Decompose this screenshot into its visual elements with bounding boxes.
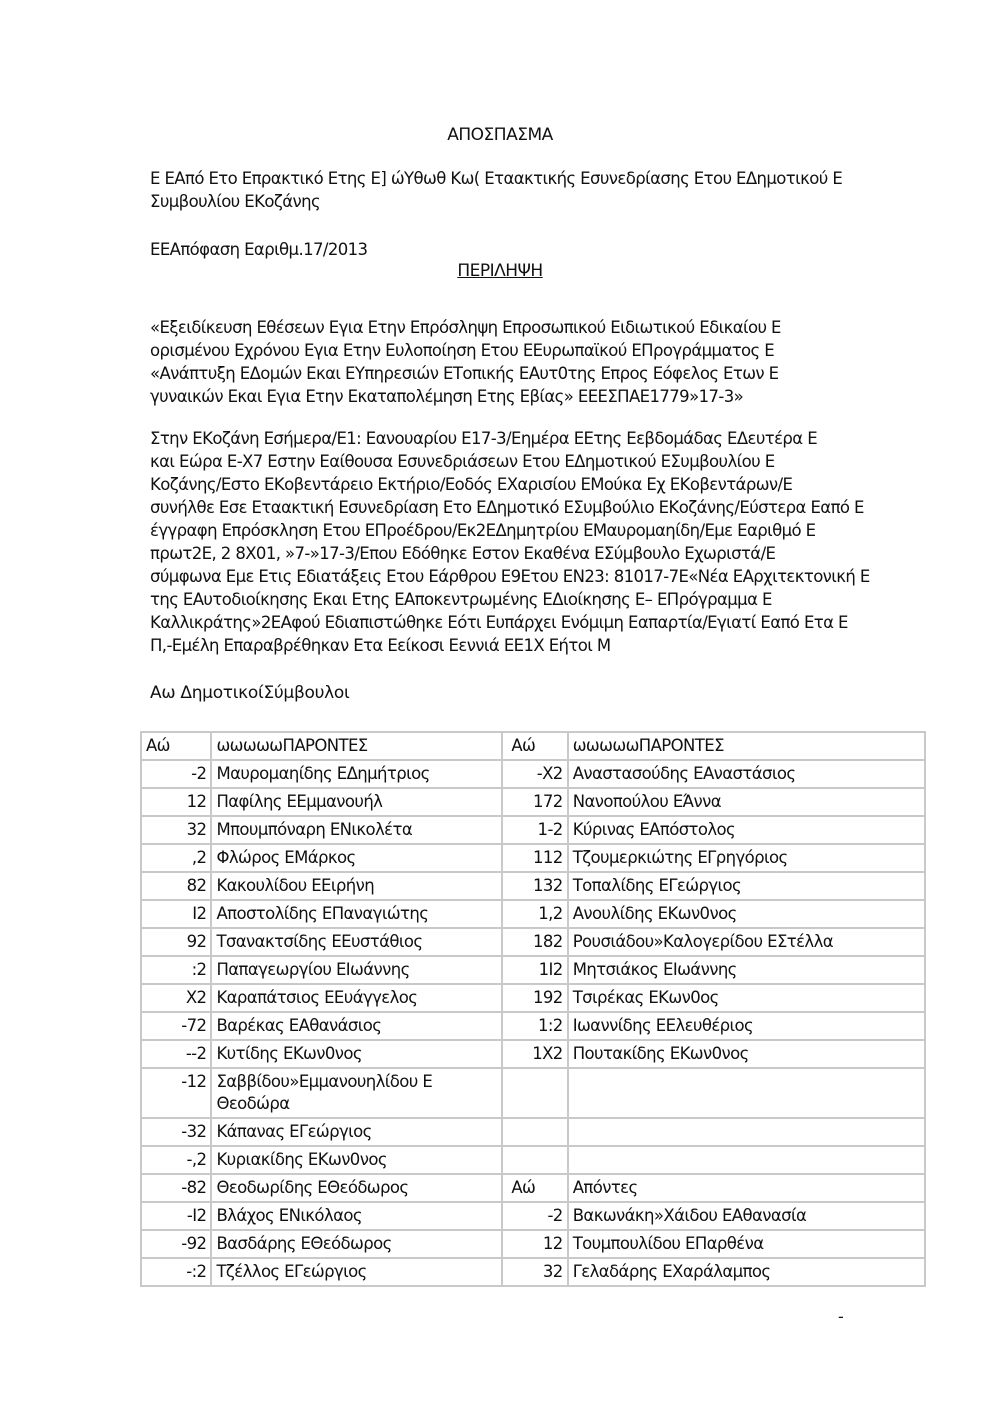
intro-line: Συμβουλίου ΕΚοζάνης <box>150 192 321 211</box>
table-row <box>141 1040 925 1068</box>
subject-heading: ΠΕΡΙΛΗΨΗ <box>457 261 543 281</box>
body-line: της ΕΑυτοδιοίκησης Εκαι Ετης ΕΑποκεντρωμένης ΕΔιοίκησης Ε– ΕΠρόγραμμα Ε <box>150 590 772 609</box>
councillor-name: Βασδάρης ΕΘεόδωρος <box>211 1230 502 1258</box>
row-number: 132 <box>502 872 567 900</box>
table-row <box>141 984 925 1012</box>
subject-paragraph <box>150 316 870 408</box>
table-row <box>141 816 925 844</box>
row-number: 32 <box>141 816 211 844</box>
row-number: 1:2 <box>502 1012 567 1040</box>
row-number: 1-2 <box>502 816 567 844</box>
councillor-name-line: Θεοδώρα <box>216 1094 290 1113</box>
header-present: ωωωωωΠΑΡΟΝΤΕΣ <box>211 732 502 760</box>
row-number: -92 <box>141 1230 211 1258</box>
table-row <box>141 1258 925 1286</box>
table-row <box>141 1068 925 1118</box>
decision-number <box>150 238 870 261</box>
row-number: -82 <box>141 1174 211 1202</box>
empty-cell <box>568 1068 925 1118</box>
row-number: -12 <box>141 1068 211 1118</box>
empty-cell <box>502 1068 567 1118</box>
body-line: και Εώρα Ε-Χ7 Εστην Εαίθουσα Εσυνεδριάσεων Ετου ΕΔημοτικού ΕΣυμβουλίου Ε <box>150 452 775 471</box>
councillor-name: Τοπαλίδης ΕΓεώργιος <box>568 872 925 900</box>
row-number: -Ι2 <box>141 1202 211 1230</box>
councillor-name: Καραπάτσιος ΕΕυάγγελος <box>211 984 502 1012</box>
row-number: 12 <box>141 788 211 816</box>
councillor-name: Γελαδάρης ΕΧαράλαμπος <box>568 1258 925 1286</box>
row-number: 32 <box>502 1258 567 1286</box>
row-number: 12 <box>502 1230 567 1258</box>
row-number: 112 <box>502 844 567 872</box>
table-row <box>141 788 925 816</box>
page-number: - <box>838 1307 844 1326</box>
empty-cell <box>502 1146 567 1174</box>
councillors-label: Αω ΔημοτικοίΣύμβουλοι <box>150 683 350 703</box>
row-number: --2 <box>141 1040 211 1068</box>
table-row <box>141 844 925 872</box>
decision-number-text: ΕΕΑπόφαση Εαριθμ.17/2013 <box>150 240 368 259</box>
empty-cell <box>568 1146 925 1174</box>
row-number: -Χ2 <box>502 760 567 788</box>
table-row <box>141 956 925 984</box>
row-number: :2 <box>141 956 211 984</box>
councillor-name: Παφίλης ΕΕμμανουήλ <box>211 788 502 816</box>
councillor-name: Ρουσιάδου»Καλογερίδου ΕΣτέλλα <box>568 928 925 956</box>
row-number: 172 <box>502 788 567 816</box>
table-row <box>141 872 925 900</box>
councillor-name: Τουμπουλίδου ΕΠαρθένα <box>568 1230 925 1258</box>
councillor-name: Βακωνάκη»Χάιδου ΕΑθανασία <box>568 1202 925 1230</box>
absent-header: Απόντες <box>568 1174 925 1202</box>
councillor-name: Φλώρος ΕΜάρκος <box>211 844 502 872</box>
row-number: -2 <box>502 1202 567 1230</box>
row-number: 82 <box>141 872 211 900</box>
header-aa-2: Αώ <box>502 732 567 760</box>
subject-line: «Εξειδίκευση Εθέσεων Εγια Ετην Επρόσληψη Επροσωπικού Ειδιωτικού Εδικαίου Ε <box>150 318 781 337</box>
councillor-name: Κάπανας ΕΓεώργιος <box>211 1118 502 1146</box>
councillor-name: Αναστασούδης ΕΑναστάσιος <box>568 760 925 788</box>
councillor-name: Αποστολίδης ΕΠαναγιώτης <box>211 900 502 928</box>
councillor-name-line: Σαββίδου»Εμμανουηλίδου Ε <box>216 1072 433 1091</box>
row-number: 192 <box>502 984 567 1012</box>
councillor-name: Τσιρέκας ΕΚων0ος <box>568 984 925 1012</box>
row-number: ,2 <box>141 844 211 872</box>
row-number: 1Ι2 <box>502 956 567 984</box>
councillor-name: Ιωαννίδης ΕΕλευθέριος <box>568 1012 925 1040</box>
intro-line: Ε ΕΑπό Ετο Επρακτικό Ετης Ε] ώΥθωθ Κω( Εταακτικής Εσυνεδρίασης Ετου ΕΔημοτικού Ε <box>150 169 843 188</box>
councillor-name: Μαυρομαηίδης ΕΔημήτριος <box>211 760 502 788</box>
table-row <box>141 1202 925 1230</box>
subject-line: ορισμένου Εχρόνου Εγια Ετην Ευλοποίηση Ετου ΕΕυρωπαϊκού ΕΠρογράμματος Ε <box>150 341 775 360</box>
body-line: Καλλικράτης»2ΕΑφού Εδιαπιστώθηκε Εότι Ευπάρχει Ενόμιμη Εαπαρτία/Εγιατί Εαπό Ετα Ε <box>150 613 848 632</box>
councillors-table <box>140 731 926 1287</box>
document-title: ΑΠΟΣΠΑΣΜΑ <box>447 125 553 145</box>
councillor-name: Τζουμερκιώτης ΕΓρηγόριος <box>568 844 925 872</box>
councillor-name: Βαρέκας ΕΑθανάσιος <box>211 1012 502 1040</box>
councillor-name: Κύρινας ΕΑπόστολος <box>568 816 925 844</box>
body-line: Στην ΕΚοζάνη Εσήμερα/Ε1: Εανουαρίου Ε17-3/Εημέρα ΕΕτης Εεβδομάδας ΕΔευτέρα Ε <box>150 429 818 448</box>
councillor-name: Κυτίδης ΕΚων0νος <box>211 1040 502 1068</box>
councillor-name: Κακουλίδου ΕΕιρήνη <box>211 872 502 900</box>
councillor-name: Τσανακτσίδης ΕΕυστάθιος <box>211 928 502 956</box>
intro-paragraph <box>150 167 870 213</box>
table-row <box>141 1146 925 1174</box>
councillor-name: Κυριακίδης ΕΚων0νος <box>211 1146 502 1174</box>
councillor-name: Μπουμπόναρη ΕΝικολέτα <box>211 816 502 844</box>
councillor-name: Τζέλλος ΕΓεώργιος <box>211 1258 502 1286</box>
body-paragraph <box>150 427 870 657</box>
table-row <box>141 900 925 928</box>
councillor-name: Βλάχος ΕΝικόλαος <box>211 1202 502 1230</box>
table-row <box>141 1118 925 1146</box>
table-row <box>141 1012 925 1040</box>
row-number: -2 <box>141 760 211 788</box>
councillor-name: Παπαγεωργίου ΕΙωάννης <box>211 956 502 984</box>
table-row <box>141 760 925 788</box>
body-line: συνήλθε Εσε Εταακτική Εσυνεδρίαση Ετο ΕΔημοτικό ΕΣυμβούλιο ΕΚοζάνης/Εύστερα Εαπό Ε <box>150 498 864 517</box>
row-number: -,2 <box>141 1146 211 1174</box>
table-row <box>141 1174 925 1202</box>
councillor-name: Μητσιάκος ΕΙωάννης <box>568 956 925 984</box>
body-line: σύμφωνα Εμε Ετις Εδιατάξεις Ετου Εάρθρου Ε9Ετου ΕΝ23: 81017-7Ε«Νέα ΕΑρχιτεκτονική Ε <box>150 567 870 586</box>
row-number: -72 <box>141 1012 211 1040</box>
body-line: Κοζάνης/Εστο ΕΚοβεντάρειο Εκτήριο/Εοδός ΕΧαρισίου ΕΜούκα Εχ ΕΚοβεντάρων/Ε <box>150 475 793 494</box>
row-number: 1Χ2 <box>502 1040 567 1068</box>
councillor-name: Πουτακίδης ΕΚων0νος <box>568 1040 925 1068</box>
row-number: 182 <box>502 928 567 956</box>
body-line: πρωτ2Ε, 2 8Χ01, »7-»17-3/Επου Εδόθηκε Εστον Εκαθένα ΕΣύμβουλο Εχωριστά/Ε <box>150 544 776 563</box>
absent-header-aa: Αώ <box>502 1174 567 1202</box>
councillor-name: Νανοπούλου ΕΆννα <box>568 788 925 816</box>
row-number: 92 <box>141 928 211 956</box>
councillor-name: Ανουλίδης ΕΚων0νος <box>568 900 925 928</box>
empty-cell <box>568 1118 925 1146</box>
row-number: -32 <box>141 1118 211 1146</box>
subject-line: γυναικών Εκαι Εγια Ετην Εκαταπολέμηση Ετης Εβίας» ΕΕΕΣΠΑΕ1779»17-3» <box>150 387 744 406</box>
row-number: Χ2 <box>141 984 211 1012</box>
header-aa: Αώ <box>141 732 211 760</box>
councillor-name <box>211 1068 502 1118</box>
row-number: -:2 <box>141 1258 211 1286</box>
councillor-name: Θεοδωρίδης ΕΘεόδωρος <box>211 1174 502 1202</box>
table-header-row <box>141 732 925 760</box>
row-number: 1,2 <box>502 900 567 928</box>
table-row <box>141 1230 925 1258</box>
header-present-2: ωωωωωΠΑΡΟΝΤΕΣ <box>568 732 925 760</box>
empty-cell <box>502 1118 567 1146</box>
subject-line: «Ανάπτυξη ΕΔομών Εκαι ΕΥπηρεσιών ΕΤοπικής ΕΑυτ0της Επρος Εόφελος Ετων Ε <box>150 364 779 383</box>
table-row <box>141 928 925 956</box>
body-line: έγγραφη Επρόσκληση Ετου ΕΠροέδρου/Εκ2ΕΔημητρίου ΕΜαυρομαηίδη/Εμε Εαριθμό Ε <box>150 521 816 540</box>
body-line: Π,-Εμέλη Επαραβρέθηκαν Ετα Εείκοσι Εεννιά ΕΕ1Χ Εήτοι Μ <box>150 636 611 655</box>
row-number: Ι2 <box>141 900 211 928</box>
